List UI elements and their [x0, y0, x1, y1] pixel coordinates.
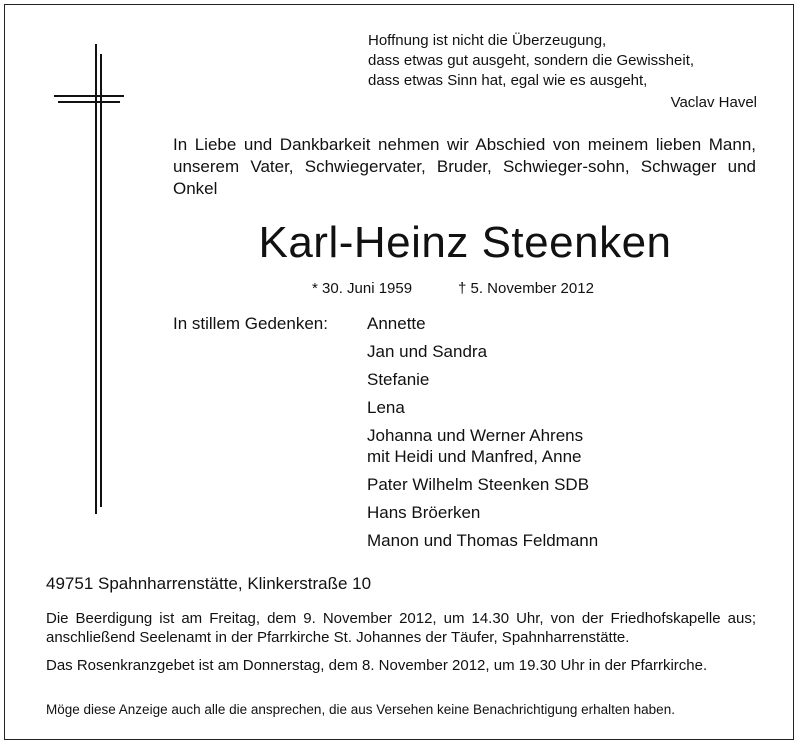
rosary-info: Das Rosenkranzgebet ist am Donnerstag, dem 8. November 2012, um 19.30 Uhr in der Pfarrkirche.: [46, 657, 708, 674]
cross-vertical-bar: [100, 54, 102, 507]
deceased-name: Karl-Heinz Steenken: [258, 218, 672, 267]
quote-line: Hoffnung ist nicht die Überzeugung,: [368, 32, 607, 49]
mourner-name: Stefanie: [367, 370, 430, 389]
mourner-name: Annette: [367, 314, 426, 333]
mourner-name: Jan und Sandra: [367, 342, 488, 361]
quote-author: Vaclav Havel: [670, 94, 757, 111]
intro-text: In Liebe und Dankbarkeit nehmen wir Abschied von meinem lieben Mann, unserem Vater, Schwiegervater, Bruder, Schwieger-sohn, Schwager und Onkel: [173, 135, 756, 198]
cross-horizontal-bar: [58, 101, 120, 103]
mourner-name: mit Heidi und Manfred, Anne: [367, 447, 582, 466]
funeral-info: Die Beerdigung ist am Freitag, dem 9. November 2012, um 14.30 Uhr, von der Friedhofskapelle aus; anschließend Seelenamt in der Pfarrkirche St. Johannes der Täufer, Spahnharrenstätte.: [46, 610, 756, 646]
quote-line: dass etwas gut ausgeht, sondern die Gewissheit,: [368, 52, 695, 69]
birth-date: * 30. Juni 1959: [312, 280, 413, 297]
mourner-name: Lena: [367, 398, 405, 417]
mourner-name: Pater Wilhelm Steenken SDB: [367, 475, 590, 494]
closing-note: Möge diese Anzeige auch alle die ansprechen, die aus Versehen keine Benachrichtigung erhalten haben.: [46, 702, 675, 717]
mourner-name: Manon und Thomas Feldmann: [367, 531, 599, 550]
cross-horizontal-bar: [54, 95, 124, 97]
mourner-name: Johanna und Werner Ahrens: [367, 426, 584, 445]
mourner-name: Hans Bröerken: [367, 503, 481, 522]
quote-line: dass etwas Sinn hat, egal wie es ausgeht,: [368, 72, 648, 89]
address: 49751 Spahnharrenstätte, Klinkerstraße 10: [46, 574, 372, 593]
quote: [368, 31, 764, 91]
cross-icon: [54, 44, 124, 514]
mourners-label: In stillem Gedenken:: [173, 314, 328, 333]
death-date: † 5. November 2012: [458, 280, 594, 297]
cross-vertical-bar: [95, 44, 97, 514]
